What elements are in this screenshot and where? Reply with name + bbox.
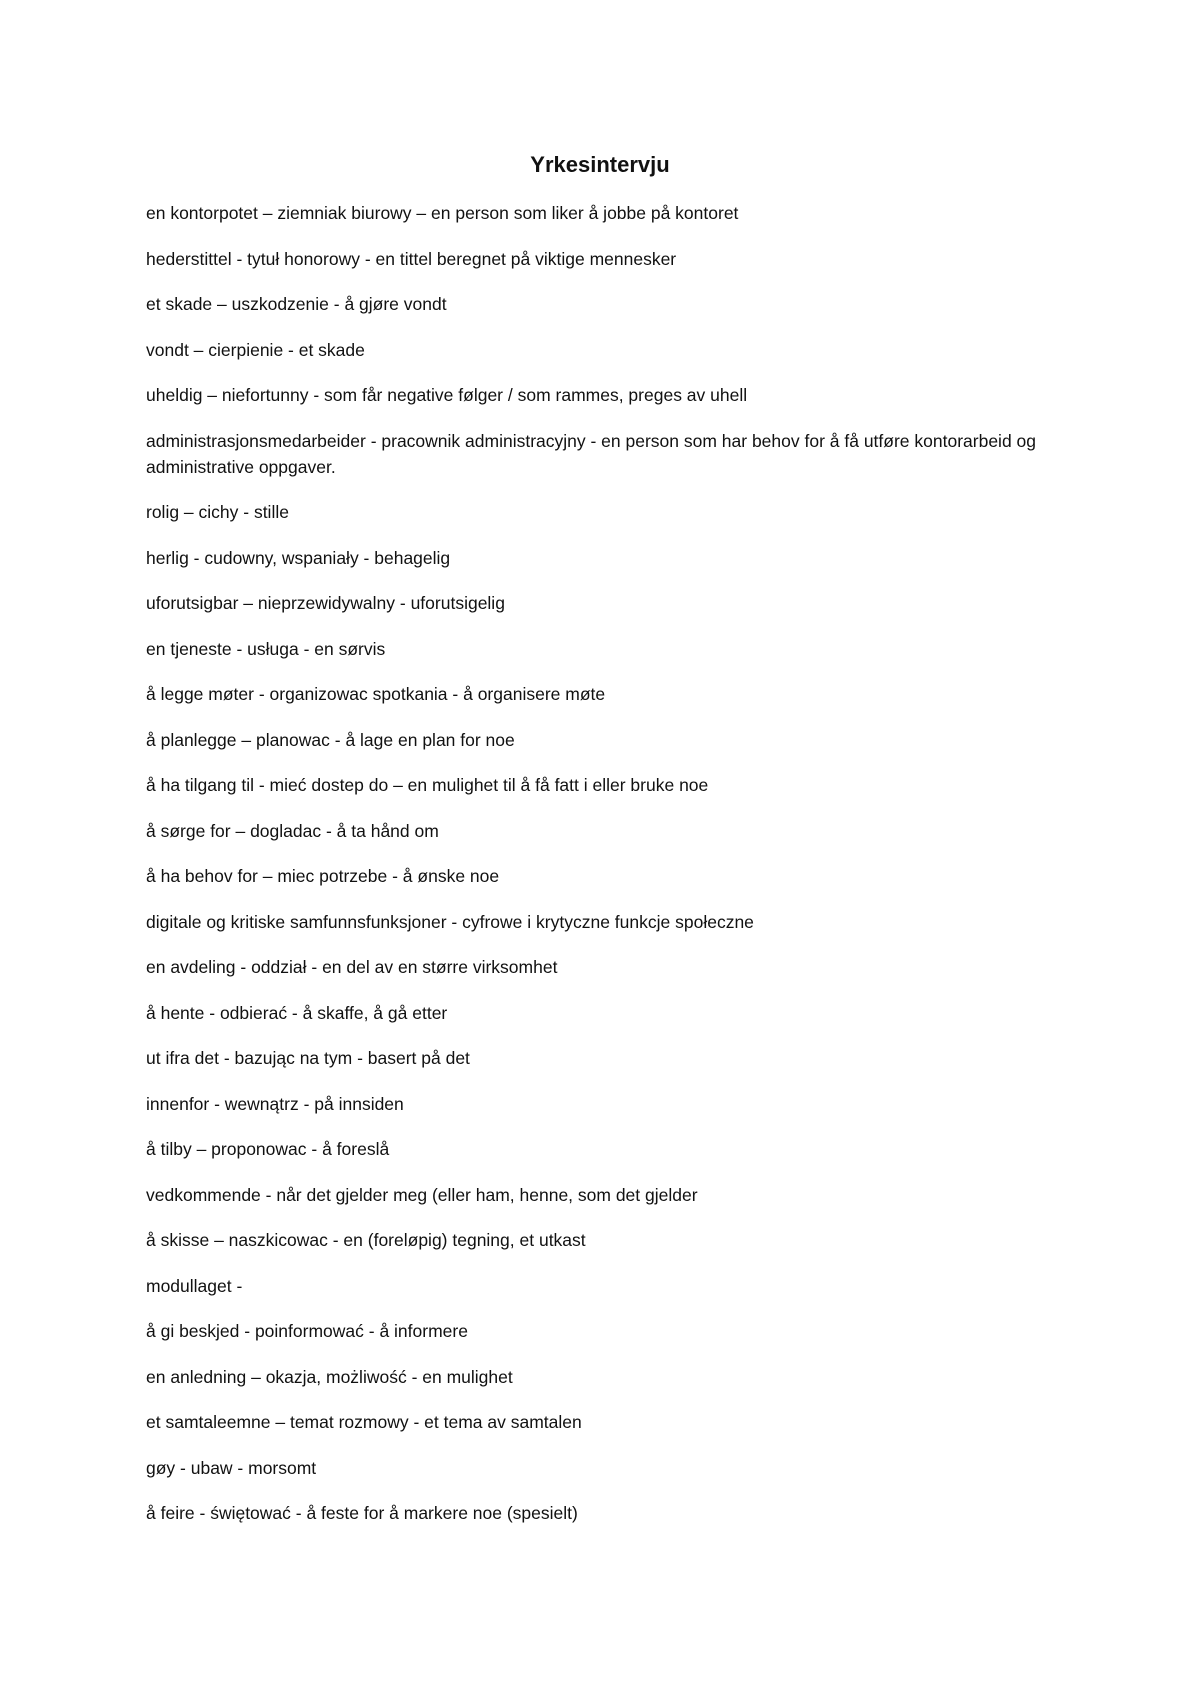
vocabulary-entry: å legge møter - organizowac spotkania - å organisere møte <box>146 684 606 704</box>
vocabulary-entry: vedkommende - når det gjelder meg (eller ham, henne, som det gjelder <box>146 1184 698 1205</box>
vocabulary-entry: administrasjonsmedarbeider - pracownik administracyjny - en person som har behov for å få utføre kontorarbeid og administrative oppgaver. <box>146 430 1037 477</box>
vocabulary-entry: å gi beskjed - poinformować - å informere <box>146 1321 468 1341</box>
document-title: Yrkesintervju <box>530 152 670 177</box>
vocabulary-entry: digitale og kritiske samfunnsfunksjoner - cyfrowe i krytyczne funkcje społeczne <box>146 911 754 932</box>
vocabulary-entry: ut ifra det - bazując na tym - basert på det <box>146 1048 470 1068</box>
vocabulary-entry: et samtaleemne – temat rozmowy - et tema av samtalen <box>146 1412 582 1432</box>
vocabulary-entry: en kontorpotet – ziemniak biurowy – en person som liker å jobbe på kontoret <box>146 203 739 223</box>
vocabulary-entry: herlig - cudowny, wspaniały - behagelig <box>146 547 451 568</box>
vocabulary-entry: å skisse – naszkicowac - en (foreløpig) tegning, et utkast <box>146 1230 586 1250</box>
vocabulary-entry: å tilby – proponowac - å foreslå <box>146 1139 390 1159</box>
vocabulary-entry: å ha behov for – miec potrzebe - å ønske noe <box>146 866 500 886</box>
vocabulary-list <box>146 200 1056 1546</box>
vocabulary-entry: hederstittel - tytuł honorowy - en tittel beregnet på viktige mennesker <box>146 248 677 269</box>
vocabulary-entry: en anledning – okazja, możliwość - en mulighet <box>146 1366 513 1387</box>
vocabulary-entry: å sørge for – dogladac - å ta hånd om <box>146 820 439 841</box>
vocabulary-entry: en tjeneste - usługa - en sørvis <box>146 638 386 659</box>
vocabulary-entry: å feire - świętować - å feste for å markere noe (spesielt) <box>146 1503 578 1523</box>
vocabulary-entry: uforutsigbar – nieprzewidywalny - uforutsigelig <box>146 593 505 613</box>
vocabulary-entry: innenfor - wewnątrz - på innsiden <box>146 1093 404 1114</box>
vocabulary-entry: vondt – cierpienie - et skade <box>146 339 365 360</box>
vocabulary-entry: å hente - odbierać - å skaffe, å gå etter <box>146 1002 448 1023</box>
vocabulary-entry: å ha tilgang til - mieć dostep do – en mulighet til å få fatt i eller bruke noe <box>146 775 709 795</box>
vocabulary-entry: en avdeling - oddział - en del av en større virksomhet <box>146 957 558 977</box>
vocabulary-entry: gøy - ubaw - morsomt <box>146 1457 317 1478</box>
vocabulary-entry: uheldig – niefortunny - som får negative følger / som rammes, preges av uhell <box>146 385 748 405</box>
vocabulary-entry: modullaget - <box>146 1275 243 1296</box>
vocabulary-entry: rolig – cichy - stille <box>146 502 289 522</box>
vocabulary-entry: et skade – uszkodzenie - å gjøre vondt <box>146 294 447 314</box>
vocabulary-entry: å planlegge – planowac - å lage en plan for noe <box>146 729 515 750</box>
